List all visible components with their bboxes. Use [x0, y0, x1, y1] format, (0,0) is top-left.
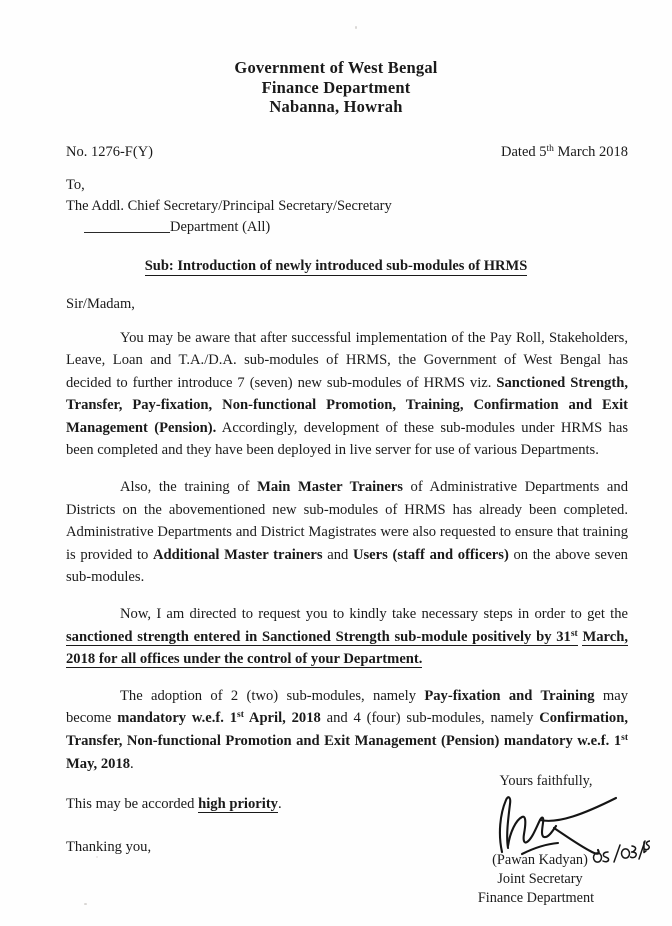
addressee-block	[66, 175, 672, 238]
reference-line	[66, 143, 628, 162]
scan-speck	[355, 26, 357, 29]
bold-payfixation-training: Pay-fixation and Training	[424, 687, 595, 704]
scan-speck	[84, 903, 87, 905]
yours-faithfully: Yours faithfully,	[499, 773, 593, 789]
underlined-high-priority: high priority	[198, 796, 278, 813]
may-ordinal-suffix: st	[621, 733, 628, 743]
letterhead-line-department: Finance Department	[261, 77, 411, 97]
date-ordinal-suffix: th	[546, 143, 554, 154]
signatory-name: (Pawan Kadyan)	[492, 852, 588, 868]
paragraph-5: This may be accorded high priority.	[66, 796, 282, 813]
paragraph-3: Now, I am directed to request you to kindly take necessary steps in order to get the sanctioned strength entered in Sanctioned Strength sub-module positively by 31st March, 2018 for all offices under the control of your Department.	[66, 606, 628, 668]
fill-in-blank	[84, 232, 170, 233]
letterhead	[0, 0, 672, 117]
bold-mandatory-april: mandatory w.e.f. 1st April, 2018	[117, 710, 321, 727]
bold-main-master-trainers: Main Master Trainers	[257, 479, 403, 496]
addressee-designation: The Addl. Chief Secretary/Principal Secretary/Secretary	[66, 197, 392, 214]
thanking-line: Thanking you,	[66, 838, 152, 855]
april-ordinal-suffix: st	[237, 710, 244, 721]
underlined-deadline-part1: sanctioned strength entered in Sanctioned Strength sub-module positively by 31st	[66, 628, 578, 645]
letterhead-line-government: Government of West Bengal	[234, 58, 438, 77]
memo-date: Dated 5th March 2018	[501, 143, 628, 160]
bold-submodule-names: Sanctioned Strength, Transfer, Pay-fixation, Non-functional Promotion, Training, Confirmation and Exit Management (Pension).	[66, 374, 628, 436]
underlined-deadline-part2: March, 2018 for all offices under the control of your Department.	[66, 628, 628, 668]
subject-line	[0, 258, 672, 275]
salutation: Sir/Madam,	[66, 295, 135, 312]
memo-number: No. 1276-F(Y)	[66, 143, 153, 160]
paragraph-1: You may be aware that after successful implementation of the Pay Roll, Stakeholders, Leave, Loan and T.A./D.A. sub-modules of HRMS, the Government of West Bengal has decided to further introduce 7 (seven) new sub-modules of HRMS viz. Sanctioned Strength, Transfer, Pay-fixation, Non-functional Promotion, Training, Confirmation and Exit Management (Pension). Accordingly, development of these sub-modules under HRMS has been completed and they have been deployed in live server for use of various Departments.	[66, 329, 629, 459]
signature-block	[430, 772, 640, 908]
signatory-department: Finance Department	[477, 890, 595, 906]
bold-users: Users (staff and officers)	[352, 546, 509, 563]
bold-additional-master-trainers: Additional Master trainers	[152, 546, 323, 563]
paragraph-2: Also, the training of Main Master Trainers of Administrative Departments and Districts on the abovementioned new sub-modules of HRMS has already been completed. Administrative Departments and District Magistrates were also requested to ensure that training is provided to Additional Master trainers and Users (staff and officers) on the above seven sub-modules.	[66, 479, 628, 586]
bold-mandatory-may: Confirmation, Transfer, Non-functional Promotion and Exit Management (Pension) mandatory w.e.f. 1st May, 2018	[66, 710, 628, 772]
signatory-title: Joint Secretary	[497, 871, 583, 887]
letterhead-line-location: Nabanna, Howrah	[269, 97, 403, 116]
deadline-ordinal-suffix: st	[570, 628, 578, 639]
subject-text: Sub: Introduction of newly introduced sub-modules of HRMS	[144, 257, 528, 274]
addressee-to: To,	[66, 176, 85, 193]
scan-speck	[96, 856, 98, 858]
addressee-department: Department (All)	[66, 217, 672, 238]
paragraph-4: The adoption of 2 (two) sub-modules, namely Pay-fixation and Training may become mandatory w.e.f. 1st April, 2018 and 4 (four) sub-modules, namely Confirmation, Transfer, Non-functional Promotion and Exit Management (Pension) mandatory w.e.f. 1st May, 2018.	[66, 687, 628, 772]
